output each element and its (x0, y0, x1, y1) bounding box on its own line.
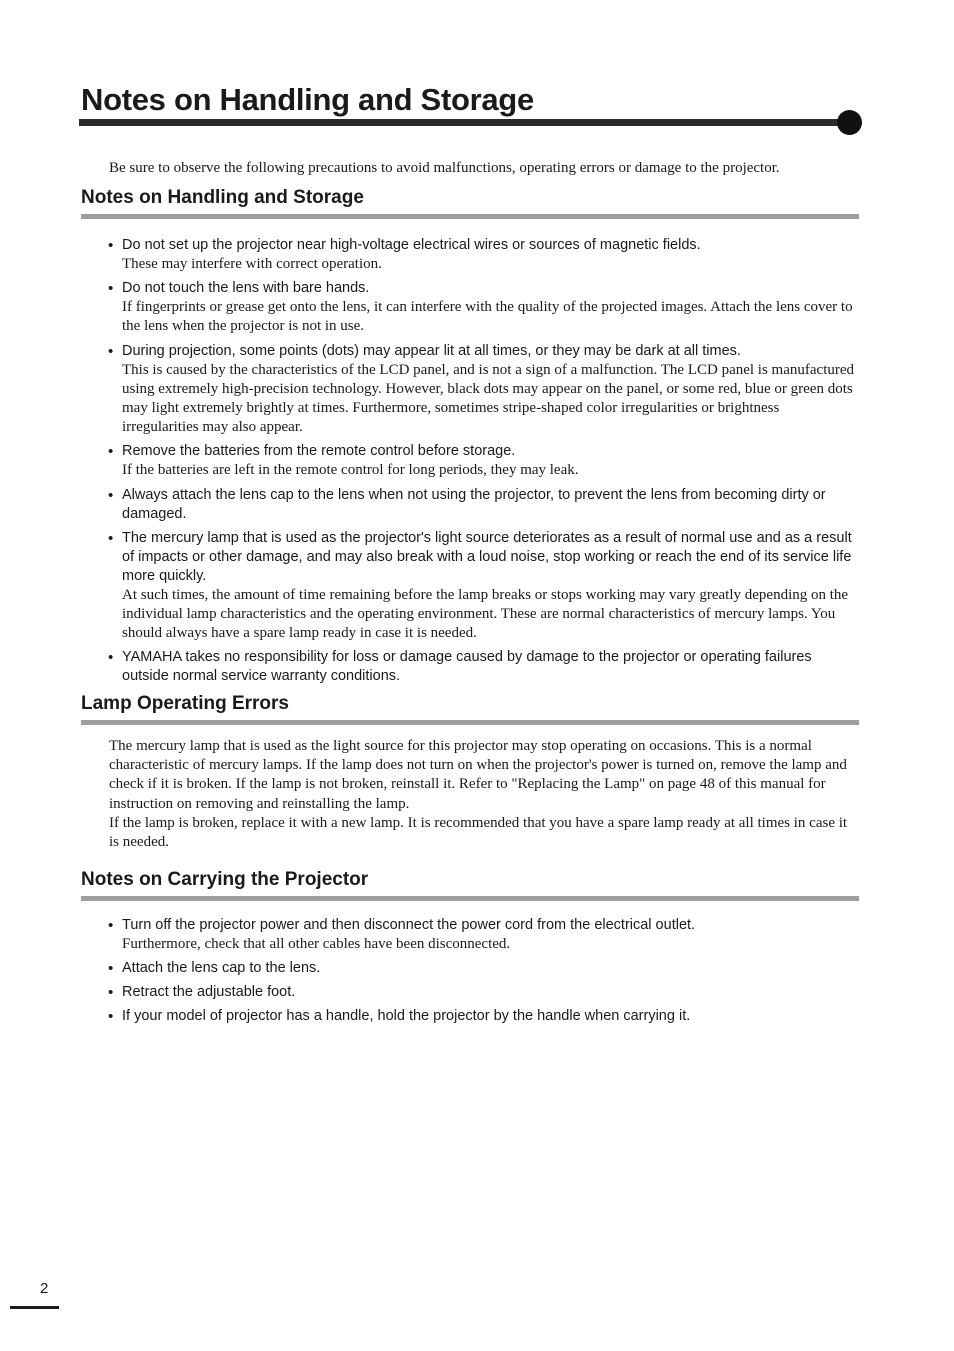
bullet-icon: • (108, 984, 114, 1002)
lamp-paragraph: If the lamp is broken, replace it with a new lamp. It is recommended that you have a spare lamp ready at all times in case it is needed. (109, 814, 848, 851)
carrying-bullet-list (81, 916, 859, 1026)
section-carrying (81, 868, 859, 1031)
page-title: Notes on Handling and Storage (81, 82, 534, 117)
bullet-icon: • (108, 280, 114, 298)
bullet-icon: • (108, 342, 114, 360)
bullet-icon: • (108, 443, 114, 461)
list-item (81, 916, 859, 954)
section-heading: Lamp Operating Errors (81, 693, 289, 714)
bullet-detail: Furthermore, check that all other cables have been disconnected. (122, 936, 511, 952)
bullet-icon: • (108, 486, 114, 504)
bullet-lead: Always attach the lens cap to the lens when not using the projector, to prevent the lens from becoming dirty or damaged. (122, 486, 826, 522)
bullet-icon: • (108, 649, 114, 667)
title-rule (79, 119, 847, 126)
section-rule (81, 896, 859, 901)
bullet-lead: Retract the adjustable foot. (122, 984, 296, 1001)
bullet-detail: These may interfere with correct operation. (122, 256, 382, 272)
bullet-icon: • (108, 529, 114, 547)
bullet-detail: If the batteries are left in the remote control for long periods, they may leak. (122, 462, 579, 479)
section-heading: Notes on Handling and Storage (81, 187, 364, 208)
list-item (81, 236, 859, 274)
list-item (81, 648, 859, 686)
list-item (81, 1007, 859, 1026)
lamp-body (81, 737, 859, 852)
section-handling-storage (81, 186, 859, 691)
list-item (81, 342, 859, 438)
list-item (81, 486, 859, 524)
bullet-lead: Attach the lens cap to the lens. (122, 960, 321, 977)
bullet-icon: • (108, 917, 114, 934)
bullet-lead: Do not set up the projector near high-voltage electrical wires or sources of magnetic fields. (122, 237, 701, 253)
title-bullet-dot (837, 110, 862, 135)
bullet-icon: • (108, 237, 114, 254)
bullet-detail: If fingerprints or grease get onto the lens, it can interfere with the quality of the projected images. Attach the lens cover to the lens when the projector is not in use. (122, 299, 853, 335)
handling-bullet-list (81, 236, 859, 686)
bullet-detail: At such times, the amount of time remaining before the lamp breaks or stops working may vary greatly depending on the individual lamp characteristics and the operating environment. These are normal characteristics of mercury lamps. You should always have a spare lamp ready in case it is needed. (122, 586, 849, 642)
bullet-detail: This is caused by the characteristics of the LCD panel, and is not a sign of a malfunction. The LCD panel is manufactured using extremely high-precision technology. However, black dots may appear on the panel, or some red, blue or green dots may light extremely brightly at times. Furthermore, sometimes stripe-shaped color irregularities or brightness irregularities may also appear. (122, 361, 855, 436)
section-heading: Notes on Carrying the Projector (81, 869, 369, 890)
intro-text: Be sure to observe the following precautions to avoid malfunctions, operating errors or damage to the projector. (109, 160, 780, 176)
bullet-lead: If your model of projector has a handle, hold the projector by the handle when carrying it. (122, 1008, 691, 1025)
bullet-lead: Turn off the projector power and then disconnect the power cord from the electrical outlet. (122, 917, 696, 933)
bullet-icon: • (108, 960, 114, 978)
list-item (81, 959, 859, 978)
bullet-lead: Do not touch the lens with bare hands. (122, 280, 370, 297)
bullet-lead: During projection, some points (dots) may appear lit at all times, or they may be dark at all times. (122, 342, 741, 359)
bullet-icon: • (108, 1008, 114, 1026)
list-item (81, 983, 859, 1002)
section-rule (81, 720, 859, 725)
list-item (81, 529, 859, 644)
bullet-lead: Remove the batteries from the remote control before storage. (122, 443, 516, 460)
page-number: 2 (40, 1280, 49, 1297)
lamp-paragraph: The mercury lamp that is used as the light source for this projector may stop operating on occasions. This is a normal characteristic of mercury lamps. If the lamp does not turn on when the projector's power is turned on, remove the lamp and check if it is broken. If the lamp is not broken, reinstall it. Refer to "Replacing the Lamp" on page 48 of this manual for instruction on removing and reinstalling the lamp. (109, 738, 847, 812)
bullet-lead: YAMAHA takes no responsibility for loss or damage caused by damage to the projector or operating failures outside normal service warranty conditions. (122, 649, 812, 685)
section-lamp-errors (81, 692, 859, 852)
list-item (81, 279, 859, 336)
page-number-rule (10, 1306, 59, 1309)
list-item (81, 442, 859, 480)
bullet-lead: The mercury lamp that is used as the projector's light source deteriorates as a result of normal use and as a result of impacts or other damage, and may also break with a loud noise, stop working or reach the end of its service life more quickly. (122, 529, 852, 584)
section-rule (81, 214, 859, 219)
